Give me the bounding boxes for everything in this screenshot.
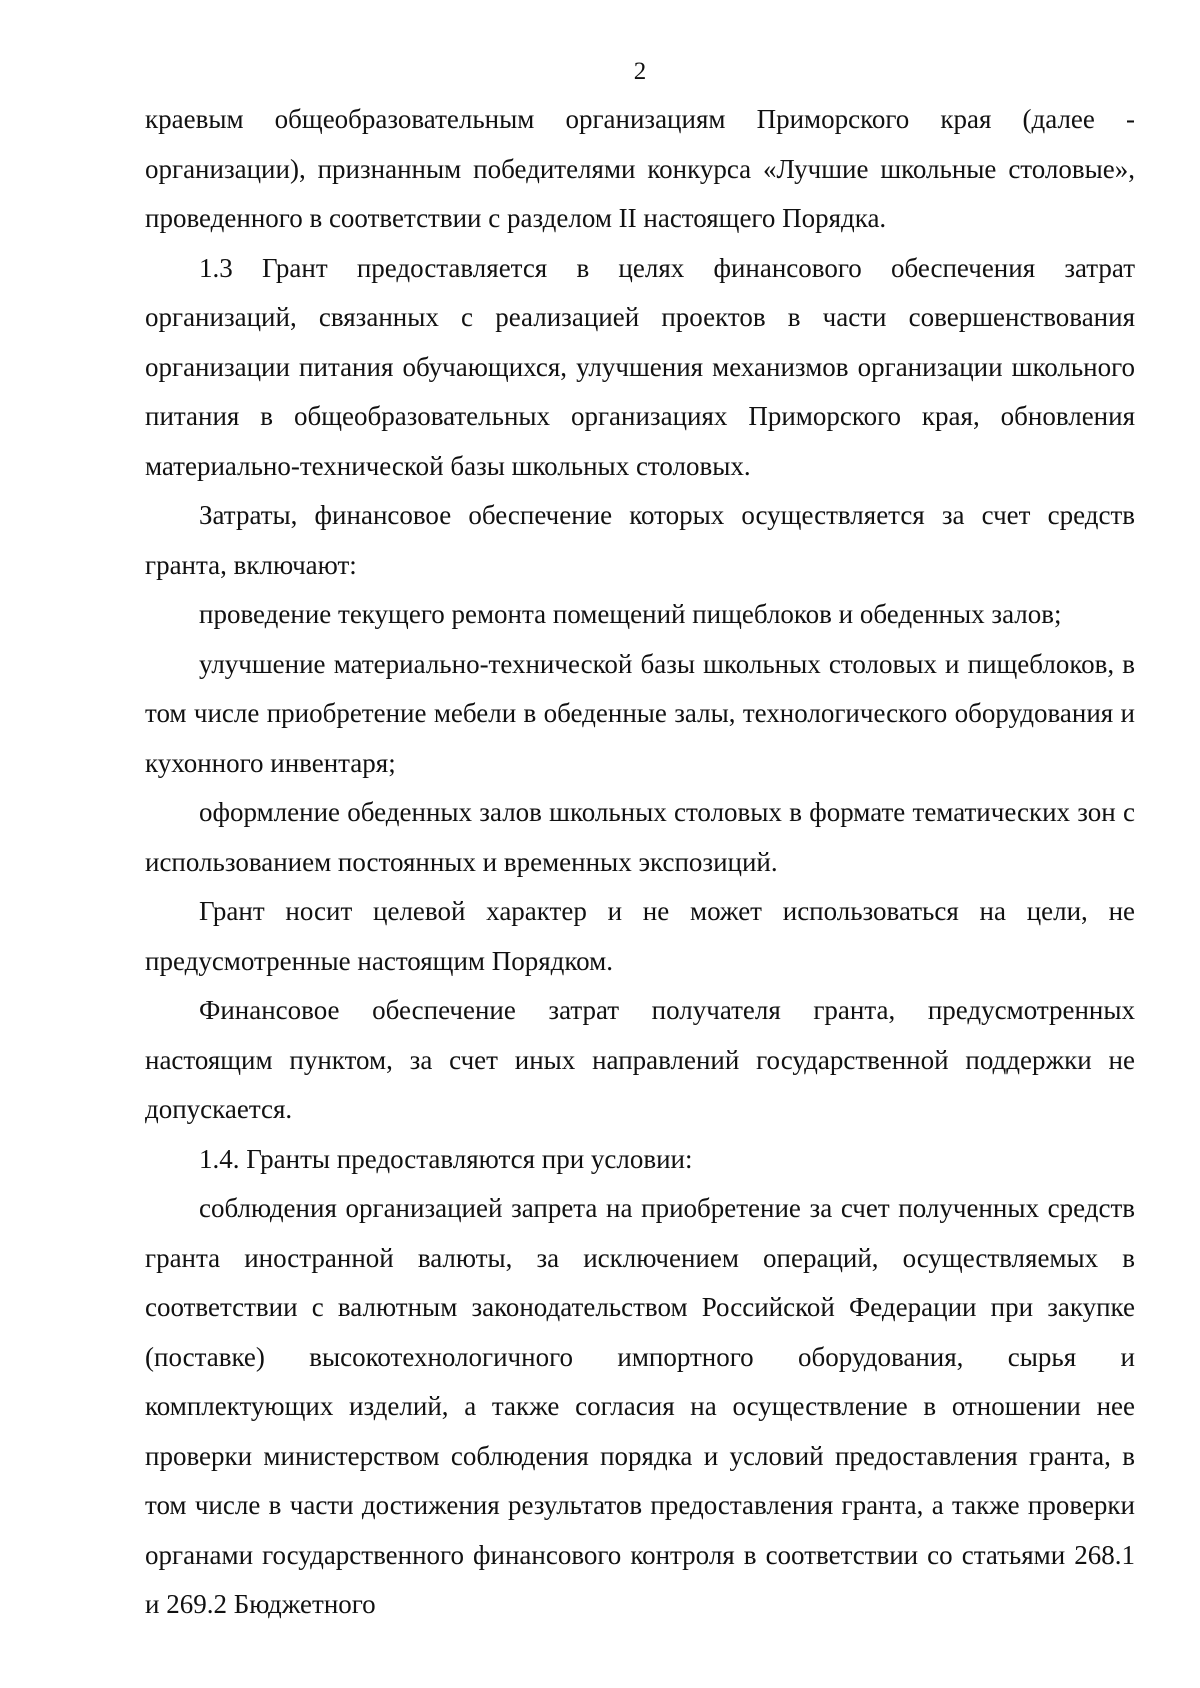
page-number: 2 [633, 58, 647, 85]
paragraph-3: Затраты, финансовое обеспечение которых осуществляется за счет средств гранта, включают: [145, 500, 1135, 580]
document-body [145, 95, 1135, 1630]
paragraph-2: 1.3 Грант предоставляется в целях финансового обеспечения затрат организаций, связанных с реализацией проектов в части совершенствования организации питания обучающихся, улучшения механизмов организации школьного питания в общеобразовательных организациях Приморского края, обновления материально-технической базы школьных столовых. [145, 252, 1135, 481]
paragraph-10: соблюдения организацией запрета на приобретение за счет полученных средств гранта иностранной валюты, за исключением операций, осуществляемых в соответствии с валютным законодательством Российской Федерации при закупке (поставке) высокотехнологичного импортного оборудования, сырья и комплектующих изделий, а также согласия на осуществление в отношении нее проверки министерством соблюдения порядка и условий предоставления гранта, в том числе в части достижения результатов предоставления гранта, а также проверки органами государственного финансового контроля в соответствии со статьями 268.1 и 269.2 Бюджетного [145, 1193, 1135, 1619]
paragraph-1: краевым общеобразовательным организациям Приморского края (далее - организации), признанным победителями конкурса «Лучшие школьные столовые», проведенного в соответствии с разделом II настоящего Порядка. [145, 104, 1135, 233]
paragraph-7: Грант носит целевой характер и не может использоваться на цели, не предусмотренные настоящим Порядком. [145, 896, 1135, 976]
paragraph-9: 1.4. Гранты предоставляются при условии: [199, 1143, 693, 1174]
paragraph-8: Финансовое обеспечение затрат получателя гранта, предусмотренных настоящим пунктом, за счет иных направлений государственной поддержки не допускается. [145, 995, 1135, 1124]
paragraph-4: проведение текущего ремонта помещений пищеблоков и обеденных залов; [199, 599, 1062, 629]
paragraph-6: оформление обеденных залов школьных столовых в формате тематических зон с использованием постоянных и временных экспозиций. [145, 797, 1135, 877]
paragraph-5: улучшение материально-технической базы школьных столовых и пищеблоков, в том числе приобретение мебели в обеденные залы, технологического оборудования и кухонного инвентаря; [145, 648, 1135, 778]
